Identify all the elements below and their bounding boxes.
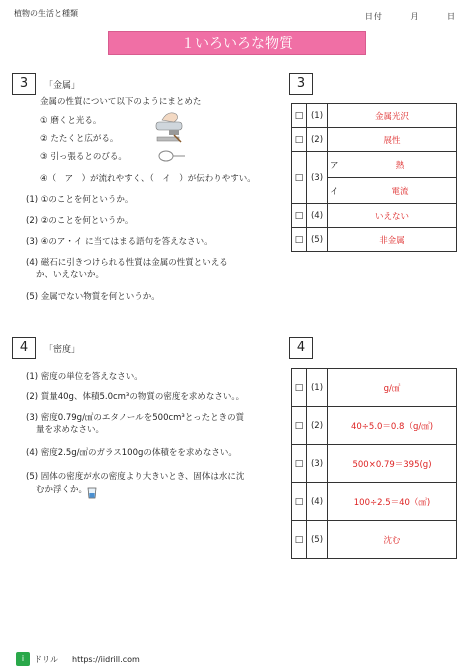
answer-row (292, 483, 457, 521)
answer-row (292, 407, 457, 445)
footer (16, 652, 140, 666)
section4-question-4: (4) 密度2.5g/㎤のガラス100gの体積をを求めなさい。 (26, 448, 237, 458)
answer-checkbox[interactable]: □ (292, 152, 307, 204)
answer-row (292, 204, 457, 228)
answer-index: (2) (307, 407, 328, 445)
answer-sub-value: 電流 (344, 178, 457, 204)
section4-answer-number-box: 4 (289, 337, 313, 359)
answer-value: 沈む (328, 521, 457, 559)
section4-answer-table (291, 368, 457, 559)
wire-illustration (156, 148, 186, 164)
section3-question-4-cont: か、いえないか。 (36, 270, 105, 280)
answer-row (292, 521, 457, 559)
logo-icon: i (16, 652, 30, 666)
section3-intro: 金属の性質について以下のようにまとめた (40, 97, 202, 107)
beaker-icon (85, 486, 99, 500)
section4-question-1: (1) 密度の単位を答えなさい。 (26, 372, 143, 382)
section3-number-box: 3 (12, 73, 36, 95)
answer-checkbox[interactable]: □ (292, 445, 307, 483)
section3-question-4: (4) 磁石に引きつけられる性質は金属の性質といえる (26, 258, 228, 268)
section3-question-2: (2) ②のことを何というか。 (26, 216, 134, 226)
footer-brand: ドリル (34, 654, 58, 664)
answer-checkbox[interactable]: □ (292, 128, 307, 152)
answer-value: いえない (328, 204, 457, 228)
section4-question-3-cont: 量を求めなさい。 (36, 425, 105, 435)
section3-question-3: (3) ④のア・イ に当てはまる語句を答えなさい。 (26, 237, 213, 247)
answer-checkbox[interactable]: □ (292, 407, 307, 445)
answer-index: (4) (307, 483, 328, 521)
answer-checkbox[interactable]: □ (292, 483, 307, 521)
answer-index: (5) (307, 521, 328, 559)
answer-index: (1) (307, 104, 328, 128)
answer-index: (2) (307, 128, 328, 152)
subject-label: 植物の生活と種類 (14, 9, 78, 18)
date-label: 日付 (364, 12, 383, 21)
answer-checkbox[interactable]: □ (292, 204, 307, 228)
section4-label: 「密度」 (44, 345, 81, 355)
answer-value: 40÷5.0＝0.8（g/㎤) (328, 407, 457, 445)
answer-checkbox[interactable]: □ (292, 228, 307, 252)
section4-question-3: (3) 密度0.79g/㎤のエタノールを500cm³とったときの質 (26, 413, 245, 423)
answer-row (292, 369, 457, 407)
answer-checkbox[interactable]: □ (292, 104, 307, 128)
section3-item-2: ② たたくと広がる。 (40, 134, 119, 144)
answer-index: (1) (307, 369, 328, 407)
answer-value: 展性 (328, 128, 457, 152)
section4-question-5-cont: むか浮くか。 (36, 485, 88, 495)
footer-url-link[interactable]: https://iidrill.com (72, 654, 140, 664)
month-label: 月 (410, 12, 420, 21)
section3-label: 「金属」 (44, 81, 81, 91)
section4-question-5: (5) 固体の密度が水の密度より大きいとき、固体は水に沈 (26, 472, 245, 482)
hammer-illustration (155, 128, 185, 144)
section3-question-1: (1) ①のことを何というか。 (26, 195, 134, 205)
section3-answer-number-box: 3 (289, 73, 313, 95)
answer-value: 500×0.79＝395(g) (328, 445, 457, 483)
answer-row (292, 128, 457, 152)
answer-value: g/㎤ (328, 369, 457, 407)
answer-sub-label: ア (328, 152, 345, 178)
day-label: 日 (447, 12, 456, 21)
section4-number-box: 4 (12, 337, 36, 359)
answer-sub-value: 熱 (344, 152, 457, 178)
answer-value: 金属光沢 (328, 104, 457, 128)
answer-index: (5) (307, 228, 328, 252)
answer-sub-label: イ (328, 178, 345, 204)
section4-question-2: (2) 質量40g、体積5.0cm³の物質の密度を求めなさい。。 (26, 392, 245, 402)
answer-checkbox[interactable]: □ (292, 521, 307, 559)
section3-item-1: ① 磨くと光る。 (40, 116, 102, 126)
section3-item-3: ③ 引っ張るとのびる。 (40, 152, 127, 162)
answer-row (292, 152, 457, 178)
answer-index: (3) (307, 152, 328, 204)
section3-question-5: (5) 金属でない物質を何というか。 (26, 292, 160, 302)
section3-item-4: ④（ ア ）が流れやすく、（ イ ）が伝わりやすい。 (40, 174, 256, 184)
section3-answer-table (291, 103, 457, 252)
page-title: １いろいろな物質 (108, 31, 366, 55)
answer-row (292, 445, 457, 483)
answer-checkbox[interactable]: □ (292, 369, 307, 407)
answer-index: (3) (307, 445, 328, 483)
answer-index: (4) (307, 204, 328, 228)
answer-value: 100÷2.5＝40（㎤) (328, 483, 457, 521)
date-fields (347, 11, 456, 22)
answer-row (292, 228, 457, 252)
answer-value: 非金属 (328, 228, 457, 252)
answer-row (292, 104, 457, 128)
